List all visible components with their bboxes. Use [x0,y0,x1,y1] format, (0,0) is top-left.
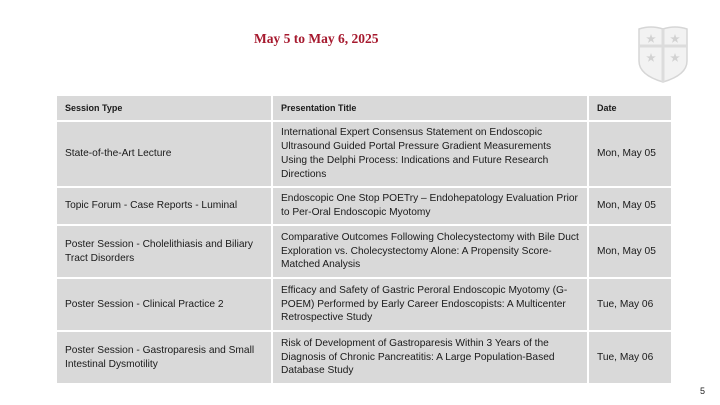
presentation-title-cell: International Expert Consensus Statement on Endoscopic Ultrasound Guided Portal Pressure Gradient Measurements Using the Delphi Process: Indications and Future Research Directions [272,121,588,187]
session-type-cell: Poster Session - Clinical Practice 2 [56,278,272,331]
header-session-type: Session Type [56,95,272,121]
table-row [56,121,672,187]
presentation-title-cell: Risk of Development of Gastroparesis Within 3 Years of the Diagnosis of Chronic Pancreatitis: A Large Population-Based Database Study [272,331,588,384]
presentation-title-cell: Comparative Outcomes Following Cholecystectomy with Bile Duct Exploration vs. Cholecystectomy Alone: A Propensity Score-Matched Analysis [272,225,588,278]
header-date: Date [588,95,672,121]
table-header-row [56,95,672,121]
page-number: 5 [700,386,706,396]
table-row [56,225,672,278]
date-cell: Tue, May 06 [588,278,672,331]
header-presentation-title: Presentation Title [272,95,588,121]
date-cell: Mon, May 05 [588,187,672,225]
table-row [56,278,672,331]
table-row [56,331,672,384]
date-cell: Mon, May 05 [588,121,672,187]
session-type-cell: Poster Session - Cholelithiasis and Biliary Tract Disorders [56,225,272,278]
session-type-cell: State-of-the-Art Lecture [56,121,272,187]
date-cell: Mon, May 05 [588,225,672,278]
presentation-title-cell: Efficacy and Safety of Gastric Peroral Endoscopic Myotomy (G-POEM) Performed by Early Career Endoscopists: A Multicenter Retrospective Study [272,278,588,331]
crest-logo-icon [637,25,689,83]
session-type-cell: Topic Forum - Case Reports - Luminal [56,187,272,225]
date-cell: Tue, May 06 [588,331,672,384]
table-row [56,187,672,225]
sessions-table [55,94,673,385]
presentation-title-cell: Endoscopic One Stop POETry – Endohepatology Evaluation Prior to Per-Oral Endoscopic Myotomy [272,187,588,225]
date-range-heading: May 5 to May 6, 2025 [254,31,379,46]
session-type-cell: Poster Session - Gastroparesis and Small Intestinal Dysmotility [56,331,272,384]
